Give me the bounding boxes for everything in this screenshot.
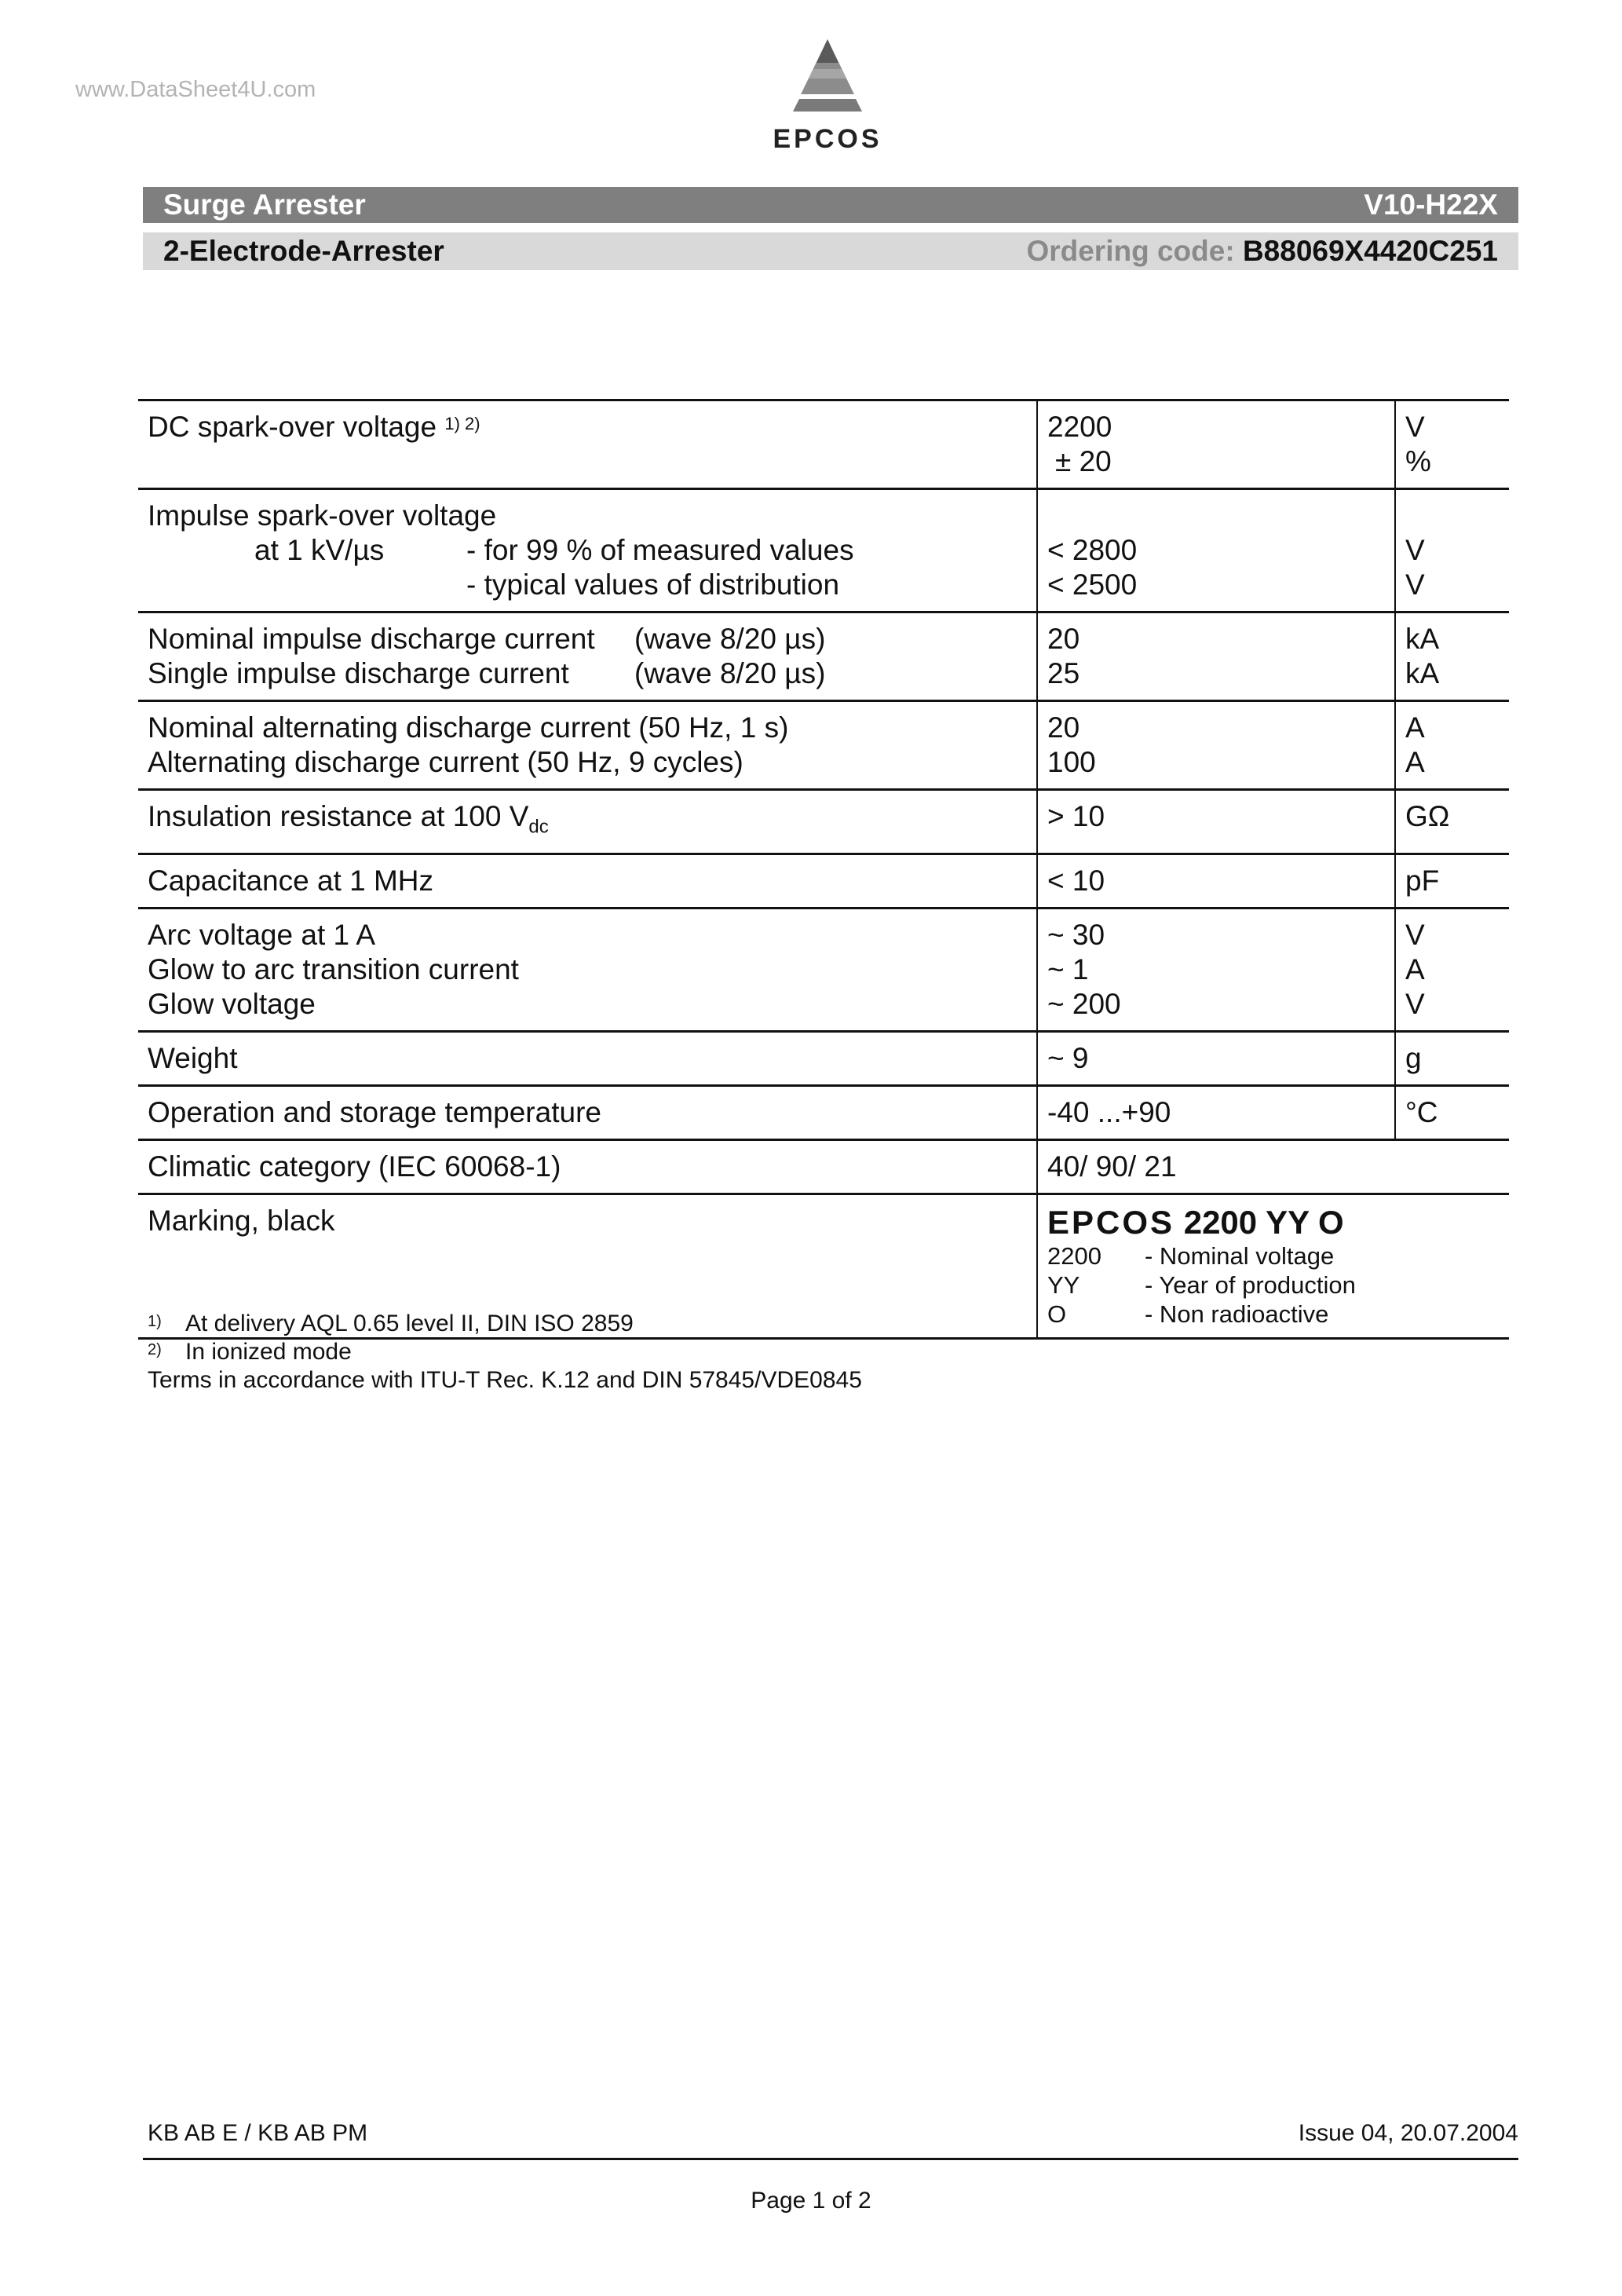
- footer-issue: Issue 04, 20.07.2004: [1298, 2120, 1518, 2146]
- table-row: [138, 1086, 1509, 1140]
- row-label: Weight: [138, 1032, 1037, 1086]
- ordering-code: B88069X4420C251: [1242, 235, 1498, 267]
- footnote-text: In ionized mode: [185, 1339, 352, 1365]
- row-condition: at 1 kV/µs: [254, 534, 385, 566]
- row-unit: GΩ: [1395, 790, 1509, 854]
- row-label: Nominal impulse discharge current: [148, 623, 595, 655]
- row-value: ~ 200: [1047, 988, 1121, 1021]
- epcos-triangle-icon: [749, 33, 906, 159]
- row-unit: A: [1405, 746, 1425, 778]
- ordering-code-block: [1026, 232, 1498, 270]
- table-row: [138, 1140, 1509, 1194]
- row-label: Climatic category (IEC 60068-1): [138, 1140, 1037, 1194]
- footnote-mark: 2): [148, 1341, 162, 1358]
- row-value: 20: [1047, 623, 1080, 655]
- subtitle-bar: [143, 232, 1518, 270]
- watermark: www.DataSheet4U.com: [75, 77, 316, 102]
- row-unit: V: [1405, 534, 1425, 566]
- table-row: [138, 701, 1509, 790]
- row-unit: pF: [1395, 854, 1509, 909]
- row-value: 100: [1047, 746, 1096, 778]
- row-unit: V: [1405, 988, 1425, 1021]
- row-label: Glow to arc transition current: [148, 953, 519, 986]
- table-row: [138, 489, 1509, 612]
- row-value: 20: [1047, 711, 1080, 744]
- row-value: < 2500: [1047, 569, 1138, 601]
- row-value: < 2800: [1047, 534, 1138, 566]
- row-value: < 10: [1037, 854, 1395, 909]
- row-sublabel: - for 99 % of measured values: [466, 534, 854, 566]
- footnote-text: At delivery AQL 0.65 level II, DIN ISO 2859: [185, 1311, 634, 1336]
- row-label: DC spark-over voltage: [148, 411, 437, 443]
- row-unit: kA: [1405, 623, 1440, 655]
- row-condition: (wave 8/20 µs): [634, 657, 826, 689]
- marking-desc: - Non radioactive: [1145, 1300, 1329, 1329]
- model-number: V10-H22X: [1364, 188, 1498, 221]
- row-value: ~ 1: [1047, 953, 1089, 986]
- footer-department: KB AB E / KB AB PM: [148, 2120, 368, 2146]
- row-label: Alternating discharge current (50 Hz, 9 cycles): [148, 746, 743, 778]
- row-label: Operation and storage temperature: [138, 1086, 1037, 1140]
- row-label: Arc voltage at 1 A: [148, 919, 376, 952]
- marking-key: O: [1047, 1300, 1067, 1329]
- row-label: Insulation resistance at 100 V: [148, 800, 529, 832]
- table-row: [138, 909, 1509, 1032]
- footnote-mark: 1): [148, 1313, 162, 1330]
- row-value: 2200: [1047, 411, 1112, 443]
- row-value: ~ 30: [1047, 919, 1105, 952]
- marking-code: 2200 YY O: [1183, 1204, 1344, 1241]
- title-bar: [143, 187, 1518, 223]
- row-value: > 10: [1037, 790, 1395, 854]
- row-unit: kA: [1405, 657, 1440, 689]
- row-unit: g: [1395, 1032, 1509, 1086]
- footnote-ref: 1) 2): [444, 414, 480, 433]
- marking-desc: - Nominal voltage: [1145, 1242, 1335, 1270]
- row-unit: A: [1405, 953, 1425, 986]
- marking-key: YY: [1047, 1271, 1080, 1300]
- row-unit: %: [1405, 445, 1431, 477]
- row-label: Impulse spark-over voltage: [148, 499, 497, 532]
- row-label: Marking, black: [138, 1194, 1037, 1339]
- row-value: ~ 9: [1037, 1032, 1395, 1086]
- row-label: Capacitance at 1 MHz: [138, 854, 1037, 909]
- row-unit: V: [1405, 569, 1425, 601]
- epcos-logo: [749, 33, 906, 159]
- table-row: [138, 612, 1509, 701]
- brand-text: EPCOS: [773, 124, 882, 154]
- marking-logo: EPCOS: [1047, 1204, 1175, 1241]
- row-value: 40/ 90/ 21: [1037, 1140, 1509, 1194]
- ordering-code-label: Ordering code:: [1026, 235, 1235, 267]
- product-type: Surge Arrester: [163, 188, 366, 221]
- marking-cell: [1037, 1194, 1509, 1339]
- footnotes: [148, 1310, 862, 1395]
- row-unit: °C: [1395, 1086, 1509, 1140]
- marking-key: 2200: [1047, 1242, 1101, 1270]
- row-label: Single impulse discharge current: [148, 657, 569, 689]
- row-value: 25: [1047, 657, 1080, 689]
- table-row: [138, 1032, 1509, 1086]
- row-unit: V: [1405, 411, 1425, 443]
- table-row: [138, 790, 1509, 854]
- table-row: [138, 400, 1509, 489]
- row-unit: A: [1405, 711, 1425, 744]
- row-label-subscript: dc: [528, 816, 549, 838]
- product-subtype: 2-Electrode-Arrester: [163, 235, 444, 267]
- terms-note: Terms in accordance with ITU-T Rec. K.12 and DIN 57845/VDE0845: [148, 1367, 862, 1393]
- spec-table: [138, 399, 1509, 1340]
- row-value: -40 ...+90: [1037, 1086, 1395, 1140]
- row-condition: (wave 8/20 µs): [634, 623, 826, 655]
- row-sublabel: - typical values of distribution: [466, 569, 840, 601]
- page-number: Page 1 of 2: [751, 2188, 871, 2214]
- row-unit: V: [1405, 919, 1425, 952]
- row-value: ± 20: [1055, 445, 1112, 477]
- row-label: Glow voltage: [148, 988, 316, 1021]
- marking-desc: - Year of production: [1145, 1271, 1356, 1300]
- row-label: Nominal alternating discharge current (50 Hz, 1 s): [148, 711, 789, 744]
- table-row: [138, 854, 1509, 909]
- footer-divider: [143, 2158, 1518, 2160]
